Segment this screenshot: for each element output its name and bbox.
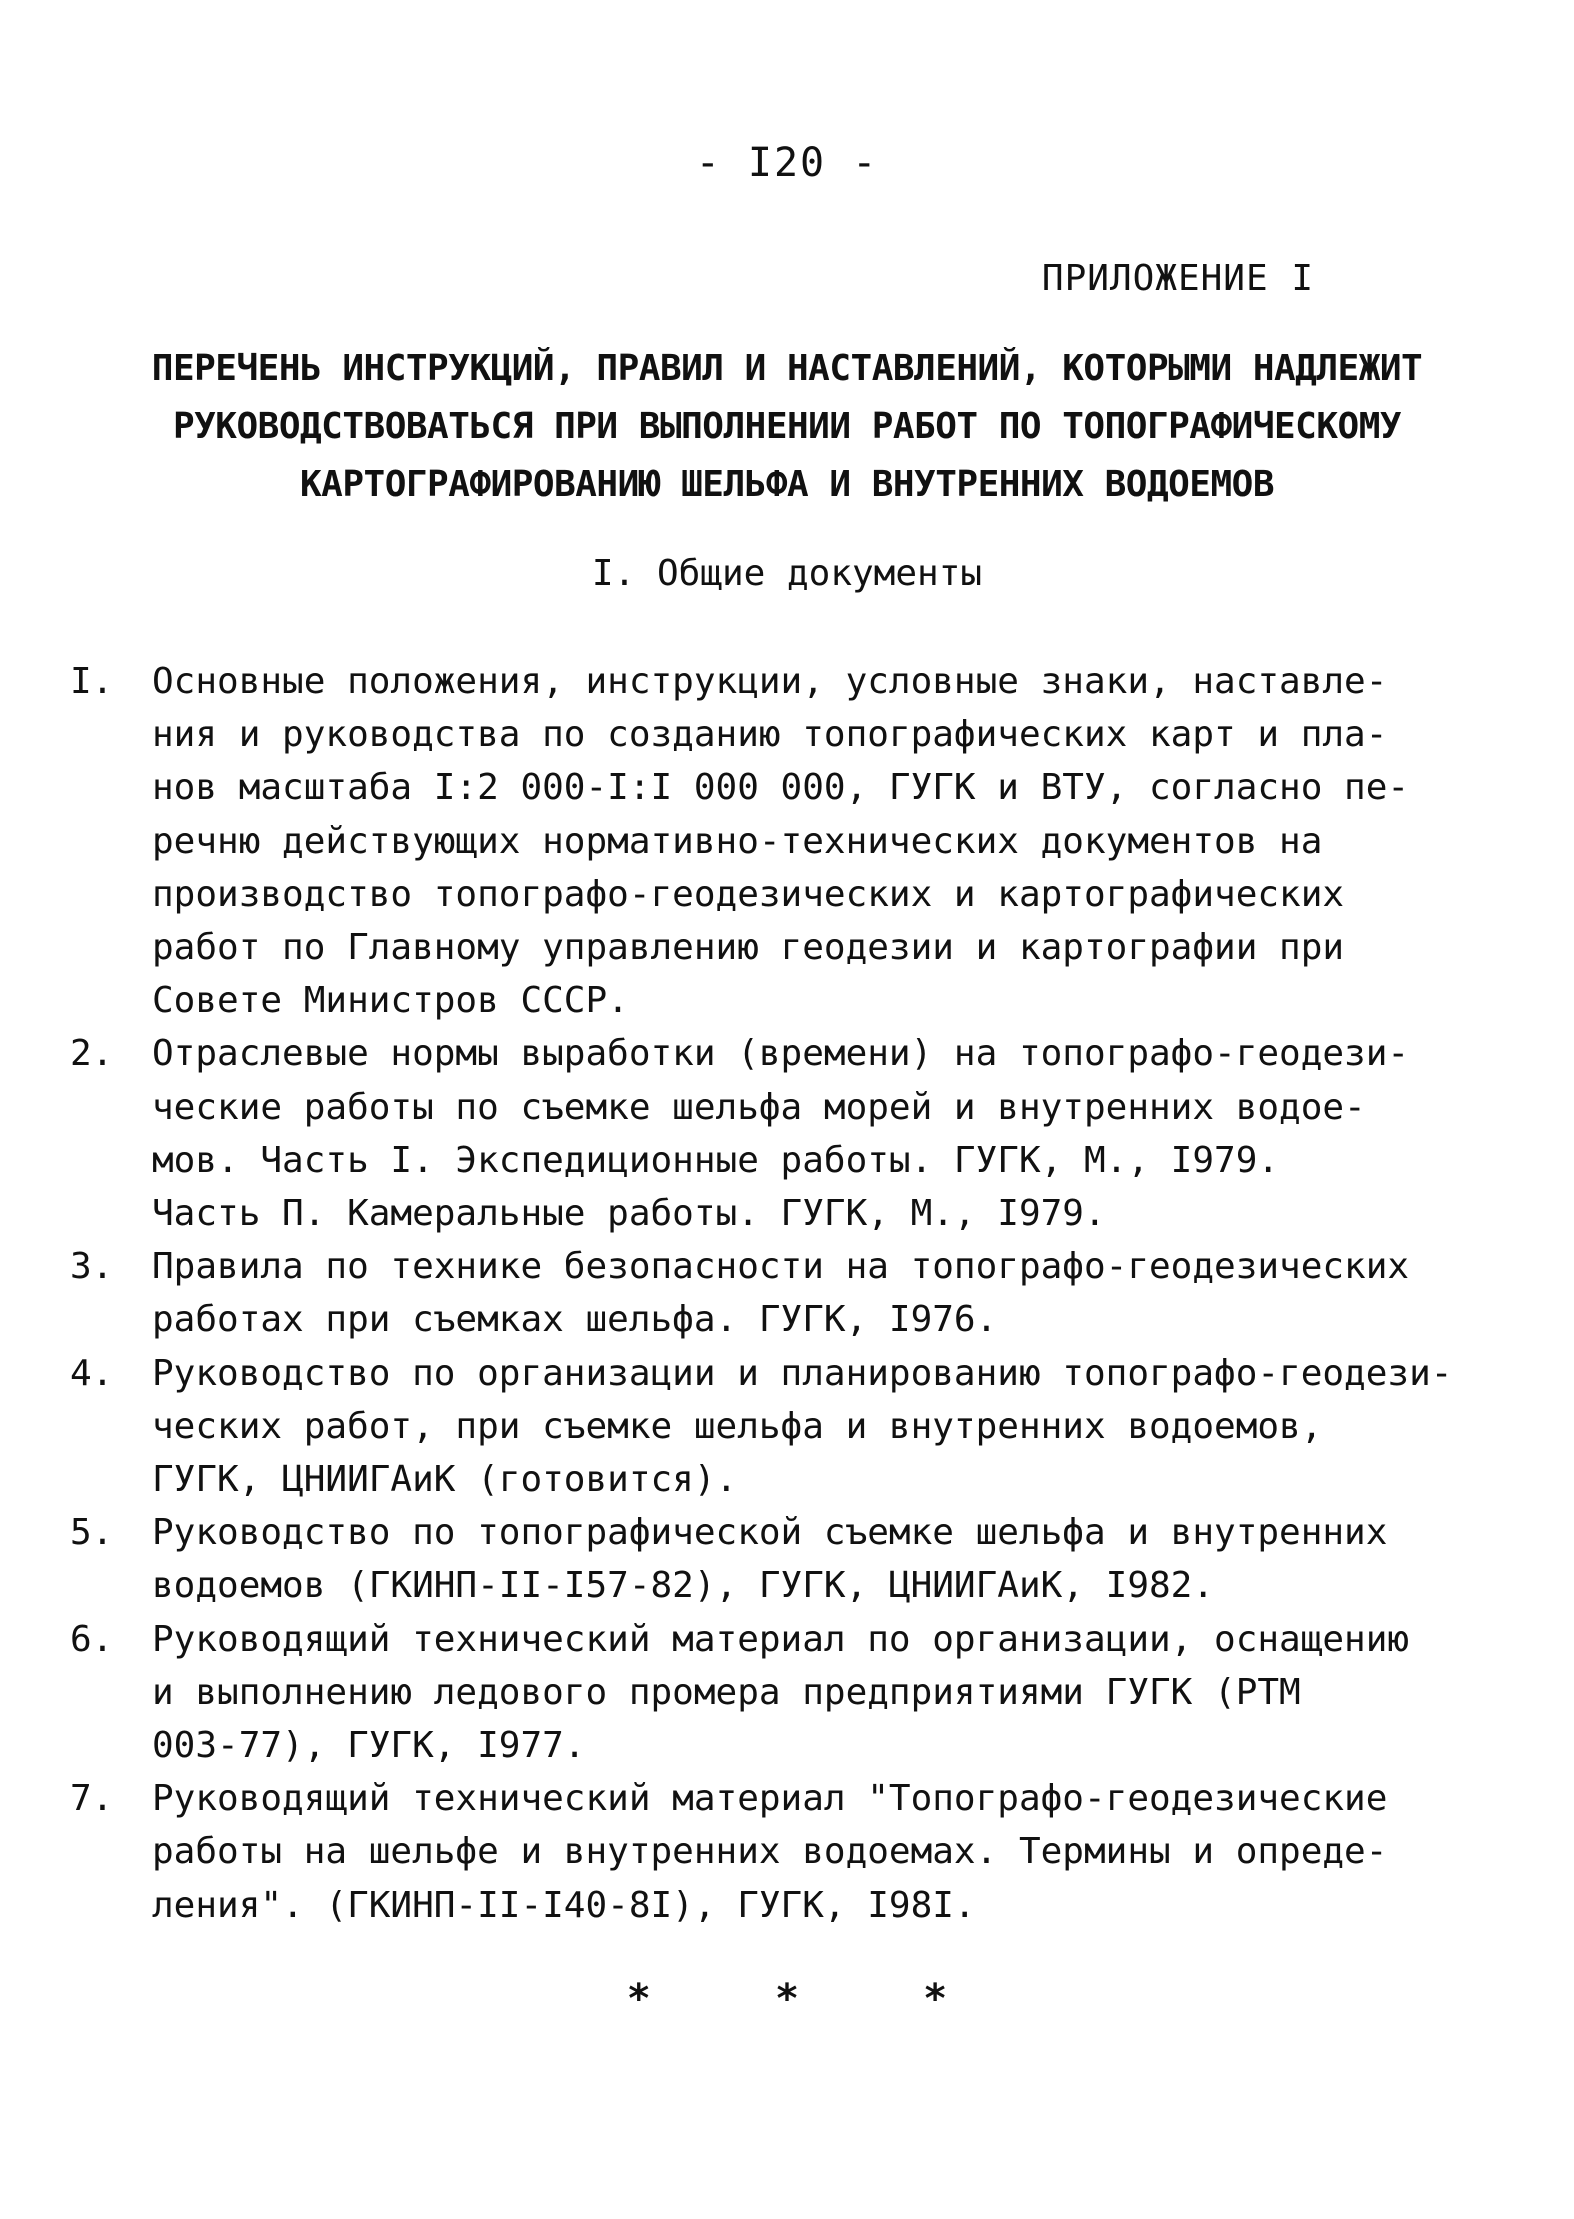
page-number: - I20 - <box>695 140 879 186</box>
list-item-text-line: Совете Министров СССР. <box>152 980 629 1022</box>
list-item-text-line: мов. Часть I. Экспедиционные работы. ГУГК, М., I979. <box>152 1139 1280 1181</box>
list-item-text-line: ния и руководства по созданию топографических карт и пла- <box>152 714 1388 756</box>
list-item-text-line: 003-77), ГУГК, I977. <box>152 1725 586 1767</box>
list-item-number: 3. <box>70 1246 114 1288</box>
list-item-text-line: Часть П. Камеральные работы. ГУГК, М., I979. <box>152 1193 1106 1235</box>
list-item-number: 2. <box>70 1033 114 1075</box>
list-item-text-line: ческих работ, при съемке шельфа и внутренних водоемов, <box>152 1405 1323 1447</box>
title-line: КАРТОГРАФИРОВАНИЮ ШЕЛЬФА И ВНУТРЕННИХ ВОДОЕМОВ <box>300 464 1274 505</box>
list-item-text-line: Отраслевые нормы выработки (времени) на топографо-геодези- <box>152 1033 1410 1075</box>
list-item-text-line: речню действующих нормативно-технических документов на <box>152 820 1323 862</box>
document-list <box>70 655 1453 1932</box>
list-item <box>70 1240 1450 1346</box>
list-item-text-line: работы на шельфе и внутренних водоемах. Термины и опреде- <box>152 1831 1388 1873</box>
document-title <box>60 340 1514 514</box>
list-item-text-line: нов масштаба I:2 000-I:I 000 000, ГУГК и ВТУ, согласно пе- <box>152 767 1410 809</box>
list-item <box>70 1027 1450 1240</box>
appendix-label: ПРИЛОЖЕНИЕ I <box>1041 258 1314 299</box>
list-item-text-line: Основные положения, инструкции, условные знаки, наставле- <box>152 661 1388 702</box>
list-item <box>70 655 1450 1027</box>
list-item-text-line: Правила по технике безопасности на топографо-геодезических <box>152 1246 1410 1288</box>
list-item <box>70 1347 1453 1507</box>
list-item-text-line: работ по Главному управлению геодезии и картографии при <box>152 927 1345 969</box>
list-item-text-line: и выполнению ледового промера предприятиями ГУГК (РТМ <box>152 1671 1301 1713</box>
list-item-text-line: водоемов (ГКИНП-II-I57-82), ГУГК, ЦНИИГАиК, I982. <box>152 1565 1215 1607</box>
list-item-number: 4. <box>70 1352 114 1394</box>
list-item <box>70 1506 1450 1612</box>
list-item-text-line: Руководящий технический материал "Топографо-геодезические <box>152 1778 1388 1820</box>
section-heading: I. Общие документы <box>591 553 983 594</box>
list-item <box>70 1613 1450 1773</box>
list-item-text-line: производство топографо-геодезических и картографических <box>152 873 1345 915</box>
list-item-text-line: ческие работы по съемке шельфа морей и внутренних водое- <box>152 1086 1366 1128</box>
title-line: ПЕРЕЧЕНЬ ИНСТРУКЦИЙ, ПРАВИЛ И НАСТАВЛЕНИЙ, КОТОРЫМИ НАДЛЕЖИТ <box>151 348 1423 389</box>
list-item-number: 6. <box>70 1618 114 1660</box>
list-item <box>70 1772 1450 1932</box>
list-item-text-line: Руководящий технический материал по организации, оснащению <box>152 1618 1410 1660</box>
list-item-number: I. <box>70 661 114 702</box>
list-item-text-line: ления". (ГКИНП-II-I40-8I), ГУГК, I98I. <box>152 1884 976 1926</box>
list-item-text-line: ГУГК, ЦНИИГАиК (готовится). <box>152 1459 738 1501</box>
title-line: РУКОВОДСТВОВАТЬСЯ ПРИ ВЫПОЛНЕНИИ РАБОТ ПО ТОПОГРАФИЧЕСКОМУ <box>172 406 1402 447</box>
list-item-text-line: Руководство по топографической съемке шельфа и внутренних <box>152 1512 1388 1554</box>
list-item-text-line: Руководство по организации и планированию топографо-геодези- <box>152 1352 1453 1394</box>
list-item-text-line: работах при съемках шельфа. ГУГК, I976. <box>152 1299 998 1341</box>
end-mark: * * * <box>626 1976 998 2022</box>
list-item-number: 7. <box>70 1778 114 1820</box>
list-item-number: 5. <box>70 1512 114 1554</box>
